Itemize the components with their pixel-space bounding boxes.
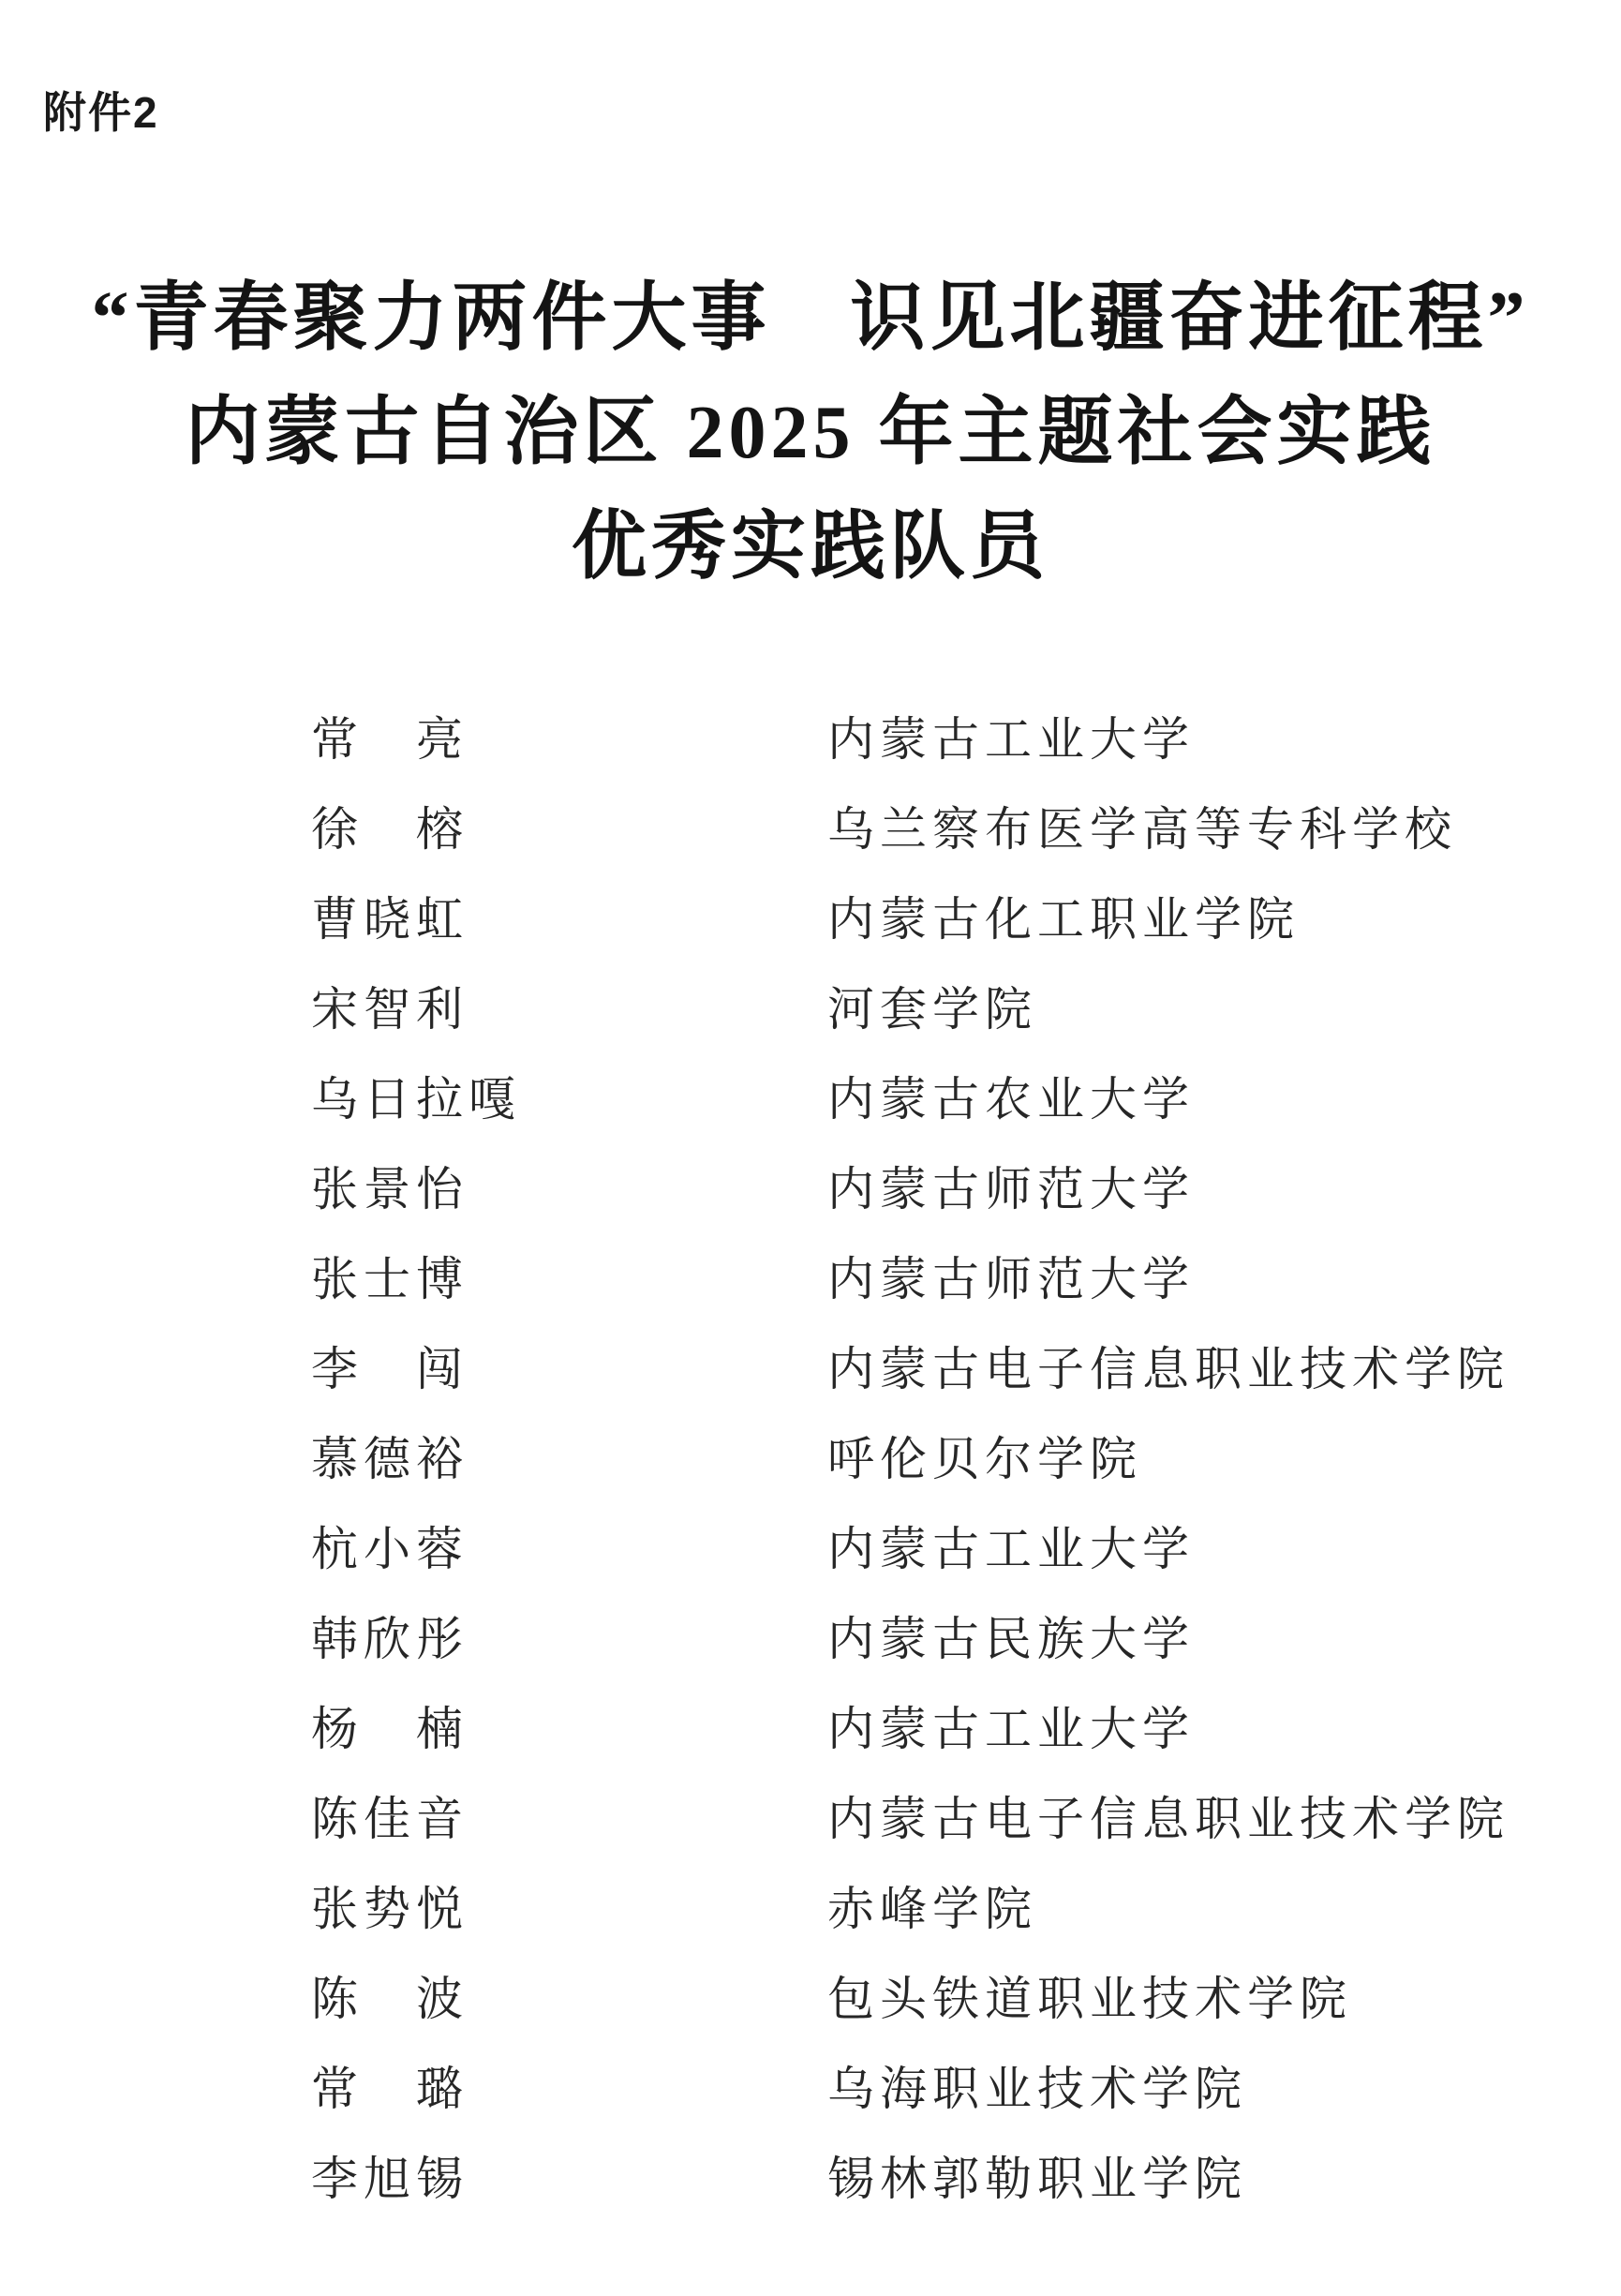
member-school: 河套学院	[827, 983, 1037, 1036]
roster-row	[0, 2133, 1621, 2223]
member-school: 内蒙古师范大学	[827, 1253, 1195, 1306]
member-school: 呼伦贝尔学院	[827, 1433, 1142, 1486]
member-name: 陈 波	[311, 1973, 468, 2026]
roster-row	[0, 2043, 1621, 2133]
roster-row	[0, 1413, 1621, 1503]
roster-row	[0, 1863, 1621, 1953]
attachment-label: 附件2	[43, 88, 159, 137]
member-name: 张势悦	[311, 1883, 468, 1936]
member-name: 常 璐	[311, 2063, 468, 2116]
member-name: 韩欣彤	[311, 1613, 468, 1666]
title-line-3: 优秀实践队员	[572, 506, 1049, 589]
roster-row	[0, 1953, 1621, 2043]
member-name: 曹晓虹	[311, 893, 468, 947]
roster-row	[0, 1503, 1621, 1593]
roster-row	[0, 1053, 1621, 1143]
roster-row	[0, 873, 1621, 963]
member-name: 李旭锡	[311, 2153, 468, 2206]
title-line-1: “青春聚力两件大事 识见北疆奋进征程”	[91, 277, 1530, 360]
roster-row	[0, 1593, 1621, 1683]
member-name: 徐 榕	[311, 803, 468, 857]
member-school: 锡林郭勒职业学院	[827, 2153, 1247, 2206]
member-school: 赤峰学院	[827, 1883, 1037, 1936]
member-name: 李 闯	[311, 1343, 468, 1396]
member-school: 包头铁道职业技术学院	[827, 1973, 1352, 2026]
roster-row	[0, 1323, 1621, 1413]
member-school: 内蒙古工业大学	[827, 1523, 1195, 1576]
roster-row	[0, 963, 1621, 1053]
roster-row	[0, 1143, 1621, 1233]
member-name: 宋智利	[311, 983, 468, 1036]
roster-row	[0, 783, 1621, 873]
member-school: 内蒙古农业大学	[827, 1073, 1195, 1126]
title-line-2: 内蒙古自治区 2025 年主题社会实践	[185, 392, 1436, 474]
roster-row	[0, 1233, 1621, 1323]
member-school: 乌兰察布医学高等专科学校	[827, 803, 1457, 857]
member-name: 杭小蓉	[311, 1523, 468, 1576]
member-school: 内蒙古化工职业学院	[827, 893, 1300, 947]
member-name: 杨 楠	[311, 1703, 468, 1756]
roster-row	[0, 693, 1621, 783]
member-school: 乌海职业技术学院	[827, 2063, 1247, 2116]
member-school: 内蒙古工业大学	[827, 1703, 1195, 1756]
member-school: 内蒙古电子信息职业技术学院	[827, 1343, 1509, 1396]
roster-row	[0, 1683, 1621, 1773]
roster-list	[0, 693, 1621, 2223]
member-school: 内蒙古工业大学	[827, 713, 1195, 767]
member-school: 内蒙古师范大学	[827, 1163, 1195, 1216]
member-name: 张景怡	[311, 1163, 468, 1216]
member-name: 乌日拉嘎	[311, 1073, 521, 1126]
member-name: 张士博	[311, 1253, 468, 1306]
member-name: 常 亮	[311, 713, 468, 767]
member-name: 陈佳音	[311, 1793, 468, 1846]
member-school: 内蒙古电子信息职业技术学院	[827, 1793, 1509, 1846]
document-title	[0, 261, 1621, 604]
roster-row	[0, 1773, 1621, 1863]
member-school: 内蒙古民族大学	[827, 1613, 1195, 1666]
member-name: 慕德裕	[311, 1433, 468, 1486]
